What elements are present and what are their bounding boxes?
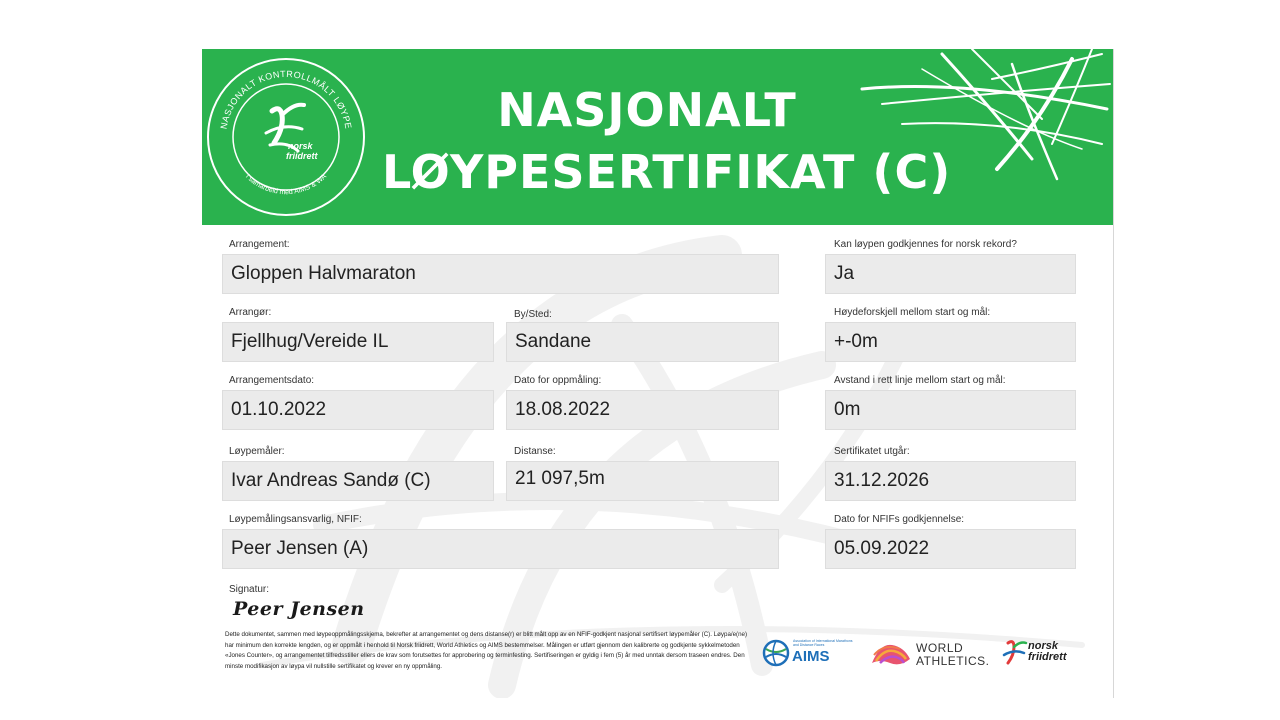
utgar-value: 31.12.2026 [825, 461, 1076, 501]
certificate [202, 49, 1114, 698]
distanse-label: Distanse: [514, 446, 556, 457]
utgar-label: Sertifikatet utgår: [834, 446, 910, 457]
globe-icon [762, 639, 790, 667]
ansvarlig-label: Løypemålingsansvarlig, NFIF: [229, 514, 362, 525]
world-athletics-logo [870, 635, 990, 671]
signature: Peer Jensen [233, 598, 365, 620]
hoydeforskjell-value: +-0m [825, 322, 1076, 362]
seal-logo-line1: norsk [288, 141, 313, 151]
seal-ring-bottom: I samarbeid med AIMS & WA [244, 173, 328, 197]
title-line-1: NASJONALT [497, 83, 797, 137]
aims-subtitle: Association of International Marathons and Distance Races [793, 639, 853, 647]
nf-line-1: norsk [1028, 640, 1058, 652]
seal-logo-line2: friidrett [286, 151, 318, 161]
arrangor-label: Arrangør: [229, 307, 272, 318]
godkjennelse-value: 05.09.2022 [825, 529, 1076, 569]
loypemaler-value: Ivar Andreas Sandø (C) [222, 461, 494, 501]
by-sted-value: Sandane [506, 322, 779, 362]
seal-logo [202, 53, 370, 221]
runner-icon [1000, 637, 1028, 669]
by-sted-label: By/Sted: [514, 309, 552, 320]
title-line-2: LØYPESERTIFIKAT (C) [382, 145, 952, 199]
rekord-label: Kan løypen godkjennes for norsk rekord? [834, 239, 1017, 250]
arrangement-label: Arrangement: [229, 239, 290, 250]
header-banner [202, 49, 1113, 225]
disclaimer-text: Dette dokumentet, sammen med løypeoppmålingsskjema, bekrefter at arrangementet og dens distanse(r) er blitt målt opp av en NFIF-godkjent nasjonal sertifisert løypemåler (C). Løypa/e(ne) har minimum den korrekte lengden, og er oppmålt i henhold til Norsk friidrett, World Athletics og AIMS bestemmelser. Målingen er utført gjennom den kalibrerte og godkjente sykkelmetoden «Jones Counter», og arrangementet tilfredsstiller ellers de krav som forutsettes for approbering og terminfesting. Sertifiseringen er gyldig i fem (5) år med unntak dersom traseen endres. Den minste modifikasjon av løypa vil nullstille sertifikatet og krever en ny oppmåling. [225, 631, 748, 670]
partner-logos [762, 635, 1082, 675]
ansvarlig-value: Peer Jensen (A) [222, 529, 779, 569]
distanse-value: 21 097,5m [506, 461, 779, 501]
rekord-value: Ja [825, 254, 1076, 294]
arrangor-value: Fjellhug/Vereide IL [222, 322, 494, 362]
svg-text:NASJONALT KONTROLLMÅLT LØYPE [219, 69, 354, 130]
oppmalingsdato-value: 18.08.2022 [506, 390, 779, 430]
loypemaler-label: Løypemåler: [229, 446, 285, 457]
oppmalingsdato-label: Dato for oppmåling: [514, 375, 602, 386]
norsk-friidrett-logo [1000, 635, 1080, 671]
wa-line-1: WORLD [916, 641, 964, 655]
avstand-value: 0m [825, 390, 1076, 430]
arrangementsdato-value: 01.10.2022 [222, 390, 494, 430]
hoydeforskjell-label: Høydeforskjell mellom start og mål: [834, 307, 991, 318]
aims-logo [762, 635, 862, 671]
signature-label: Signatur: [229, 584, 270, 595]
seal-ring-top: NASJONALT KONTROLLMÅLT LØYPE [218, 68, 354, 130]
world-athletics-emblem-icon [870, 641, 912, 667]
avstand-label: Avstand i rett linje mellom start og mål: [834, 375, 1006, 386]
nf-line-2: friidrett [1028, 651, 1067, 663]
wa-line-2: ATHLETICS. [916, 654, 990, 668]
arrangementsdato-label: Arrangementsdato: [229, 375, 315, 386]
svg-text:I samarbeid med AIMS & WA [244, 173, 328, 196]
godkjennelse-label: Dato for NFIFs godkjennelse: [834, 514, 965, 525]
aims-wordmark: AIMS [792, 648, 830, 665]
certificate-title [382, 79, 952, 203]
arrangement-value: Gloppen Halvmaraton [222, 254, 779, 294]
